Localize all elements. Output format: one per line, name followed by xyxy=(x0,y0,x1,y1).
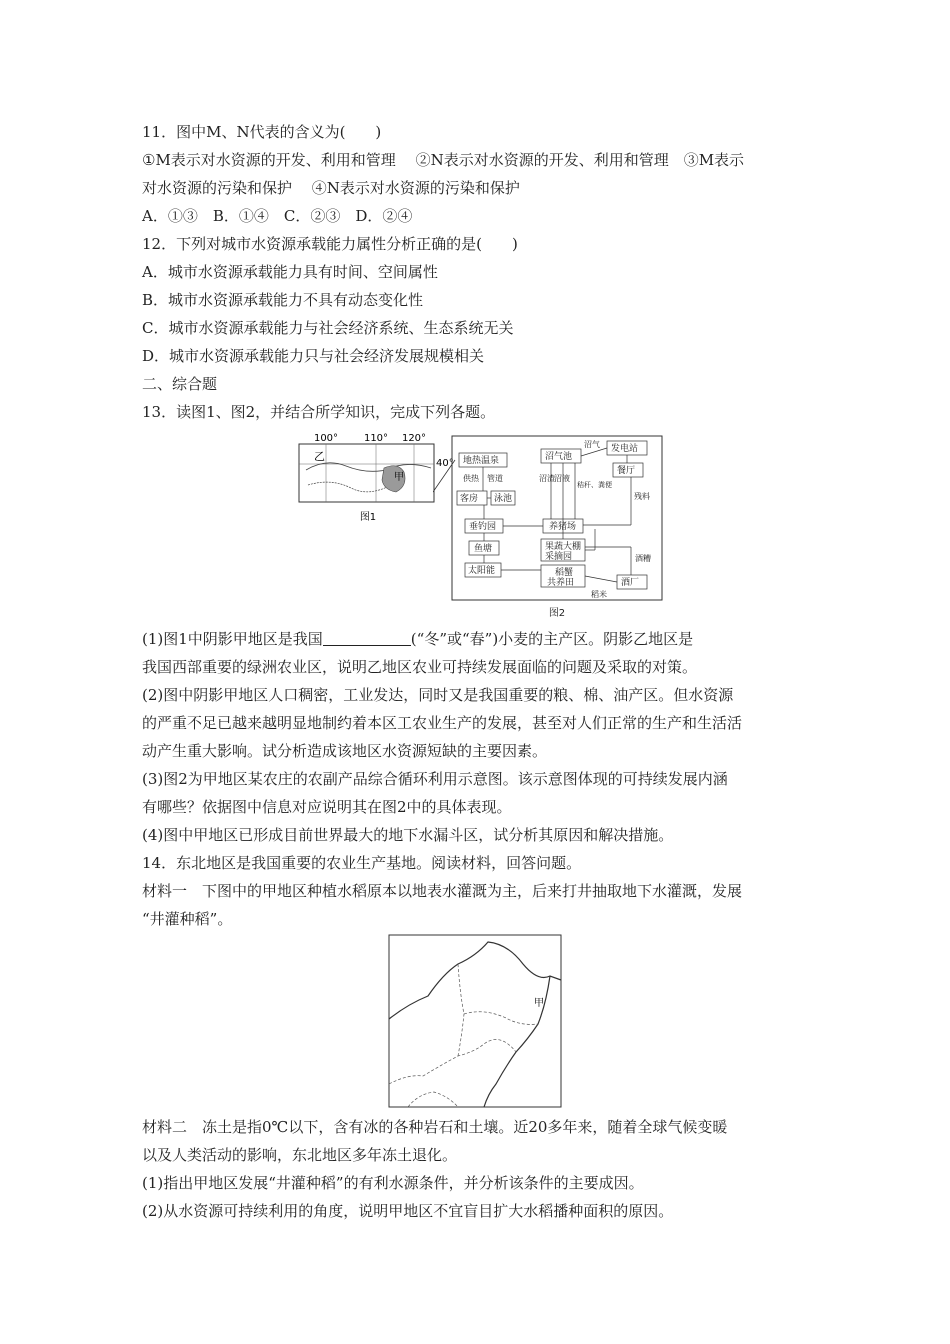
q13-p1-line2: 我国西部重要的绿洲农业区，说明乙地区农业可持续发展面临的问题及采取的对策。 xyxy=(142,658,698,676)
fig2-leftovers: 残料 xyxy=(634,492,650,501)
fig2-pig-farm: 养猪场 xyxy=(549,522,577,532)
fig1-lon-100: 100° xyxy=(313,433,339,444)
fig1-lat-40: 40° xyxy=(436,458,454,469)
q13-p1-suffix: (“冬”或“春”)小麦的主产区。阴影乙地区是 xyxy=(410,630,694,648)
fig2-restaurant: 餐厅 xyxy=(617,466,636,476)
q14-p1: (1)指出甲地区发展“井灌种稻”的有利水源条件，并分析该条件的主要成因。 xyxy=(142,1174,644,1192)
fig2-pool: 泳池 xyxy=(494,494,513,504)
q14-p2: (2)从水资源可持续利用的角度，说明甲地区不宜盲目扩大水稻播种面积的原因。 xyxy=(142,1202,674,1220)
q13-stem: 13．读图1、图2，并结合所学知识，完成下列各题。 xyxy=(142,403,496,421)
fig2-pipe: 管道 xyxy=(487,474,503,483)
northeast-map xyxy=(388,934,562,1109)
fig2-biogas: 沼气 xyxy=(584,440,600,449)
q11-options-line1: ①M表示对水资源的开发、利用和管理 ②N表示对水资源的开发、利用和管理 ③M表示 xyxy=(142,151,745,169)
q13-p2-line1: (2)图中阴影甲地区人口稠密，工业发达，同时又是我国重要的粮、棉、油产区。但水资源 xyxy=(142,686,734,704)
fig1-lon-120: 120° xyxy=(401,433,427,444)
fig2-greenhouse-l1: 果蔬大棚 xyxy=(545,542,582,552)
fig2-guest-room: 客房 xyxy=(460,494,479,504)
fig2-slurry: 沼液 xyxy=(554,474,570,483)
q11-answers: A．①③ B．①④ C．②③ D．②④ xyxy=(142,207,413,225)
q14-material1-line1: 材料一 下图中的甲地区种植水稻原本以地表水灌溉为主，后来打井抽取地下水灌溉，发展 xyxy=(142,882,743,900)
q14-material2-line2: 以及人类活动的影响，东北地区多年冻土退化。 xyxy=(142,1146,458,1164)
fig2-straw-manure: 秸秆、粪便 xyxy=(577,481,612,489)
fig2-fishing: 垂钓园 xyxy=(469,522,497,532)
answer-blank[interactable] xyxy=(323,631,411,646)
q14-material2-line1: 材料二 冻土是指0℃以下，含有冰的各种岩石和土壤。近20多年来，随着全球气候变暖 xyxy=(142,1118,728,1136)
q11-options-line2: 对水资源的污染和保护 ④N表示对水资源的污染和保护 xyxy=(142,179,520,197)
fig2-caption: 图2 xyxy=(548,608,566,619)
fig2-fish-pond: 鱼塘 xyxy=(474,544,493,554)
fig2-biogas-pool: 沼气池 xyxy=(545,452,573,462)
q12-option-d: D．城市水资源承载能力只与社会经济发展规模相关 xyxy=(142,347,485,365)
map-region-jia: 甲 xyxy=(534,998,544,1009)
q13-p3-line1: (3)图2为甲地区某农庄的农副产品综合循环利用示意图。该示意图体现的可持续发展内涵 xyxy=(142,770,728,788)
q13-p1-line1 xyxy=(142,629,693,649)
fig2-distillers: 酒糟 xyxy=(635,554,651,563)
fig1-region-jia: 甲 xyxy=(394,472,404,483)
fig2-rice: 稻米 xyxy=(591,590,607,599)
q12-option-c: C．城市水资源承载能力与社会经济系统、生态系统无关 xyxy=(142,319,514,337)
q14-material1-line2: “井灌种稻”。 xyxy=(142,910,233,928)
q11-stem: 11．图中M、N代表的含义为( ) xyxy=(142,123,382,141)
q13-p2-line3: 动产生重大影响。试分析造成该地区水资源短缺的主要因素。 xyxy=(142,742,548,760)
q12-option-a: A．城市水资源承载能力具有时间、空间属性 xyxy=(142,263,438,281)
figure2-diagram xyxy=(451,435,663,620)
fig2-greenhouse-l2: 采摘园 xyxy=(545,552,573,562)
figure1-map xyxy=(296,430,456,525)
fig1-region-yi: 乙 xyxy=(314,450,325,463)
q13-p1-prefix: (1)图1中阴影甲地区是我国 xyxy=(142,630,323,648)
q14-stem: 14．东北地区是我国重要的农业生产基地。阅读材料，回答问题。 xyxy=(142,854,582,872)
fig2-rice-crab-l1: 稻蟹 xyxy=(555,568,574,578)
fig2-hot-spring: 地热温泉 xyxy=(463,456,500,466)
fig1-lon-110: 110° xyxy=(363,433,389,444)
fig2-solar: 太阳能 xyxy=(468,566,496,576)
fig2-residue: 沼渣 xyxy=(539,474,555,483)
fig2-brewery: 酒厂 xyxy=(621,578,640,588)
q12-stem: 12．下列对城市水资源承载能力属性分析正确的是( ) xyxy=(142,235,518,253)
fig2-power-station: 发电站 xyxy=(611,444,639,454)
fig1-caption: 图1 xyxy=(359,512,377,523)
fig2-supply-heat: 供热 xyxy=(463,474,479,483)
q12-option-b: B．城市水资源承载能力不具有动态变化性 xyxy=(142,291,424,309)
q13-p3-line2: 有哪些？依据图中信息对应说明其在图2中的具体表现。 xyxy=(142,798,512,816)
q13-p4: (4)图中甲地区已形成目前世界最大的地下水漏斗区，试分析其原因和解决措施。 xyxy=(142,826,674,844)
fig2-rice-crab-l2: 共养田 xyxy=(547,578,575,588)
section-heading: 二、综合题 xyxy=(142,375,218,393)
q13-p2-line2: 的严重不足已越来越明显地制约着本区工农业生产的发展，甚至对人们正常的生产和生活活 xyxy=(142,714,743,732)
